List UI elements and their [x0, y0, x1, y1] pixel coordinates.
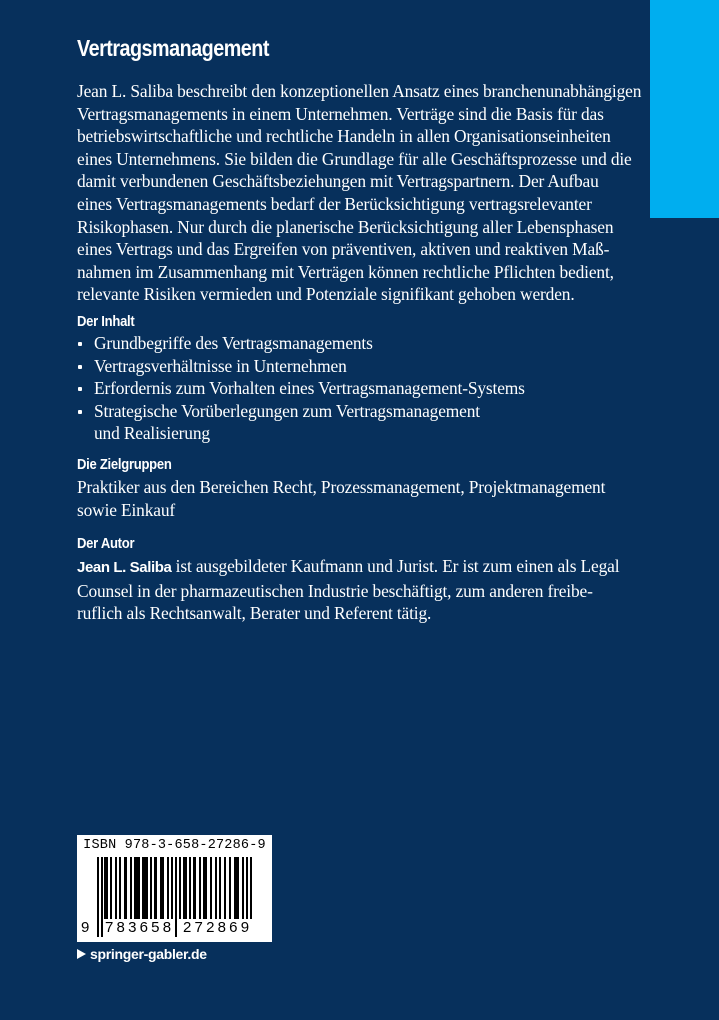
publisher-website-link[interactable] — [77, 946, 207, 962]
audience-line: Praktiker aus den Bereichen Recht, Prozessmanagement, Projektmanagement — [77, 477, 606, 497]
accent-color-block — [650, 0, 719, 218]
list-item — [77, 355, 637, 378]
intro-line: Jean L. Saliba beschreibt den konzeptionellen Ansatz eines branchenunabhängigen — [77, 81, 642, 101]
intro-line: eines Unternehmens. Sie bilden die Grundlage für alle Geschäftsprozesse und die — [77, 148, 632, 169]
audience-text — [77, 476, 605, 521]
intro-line: Risikophasen. Nur durch die planerische Berücksichtigung aller Lebensphasen — [77, 216, 614, 237]
barcode-digits-right: 272869 — [183, 919, 253, 936]
audience-heading: Die Zielgruppen — [77, 457, 172, 473]
intro-line: relevante Risiken vermieden und Potenziale signifikant gehoben werden. — [77, 284, 575, 305]
intro-line: eines Vertrags und das Ergreifen von präventiven, aktiven und reaktiven Maß- — [77, 239, 610, 260]
author-line: ruflich als Rechtsanwalt, Berater und Referent tätig. — [77, 603, 432, 624]
intro-paragraph — [77, 80, 642, 306]
publisher-url: springer-gabler.de — [90, 946, 207, 962]
bullet-icon — [78, 342, 82, 346]
list-item — [77, 332, 637, 355]
play-arrow-icon — [77, 949, 86, 959]
author-line: Counsel in der pharmazeutischen Industrie beschäftigt, zum anderen freibe- — [77, 580, 593, 601]
author-bio — [77, 555, 619, 625]
contents-list — [77, 332, 637, 445]
intro-line: betriebswirtschaftliche und rechtliche Handeln in allen Organisationseinheiten — [77, 126, 611, 147]
bullet-icon — [78, 387, 82, 391]
author-line — [77, 555, 619, 580]
author-heading: Der Autor — [77, 536, 135, 552]
book-title: Vertragsmanagement — [77, 35, 269, 61]
intro-line: nahmen im Zusammenhang mit Verträgen können rechtliche Pflichten bedient, — [77, 261, 614, 282]
list-item — [77, 377, 637, 400]
bullet-icon — [78, 410, 82, 414]
list-item-text: Vertragsverhältnisse in Unternehmen — [94, 355, 347, 376]
barcode-digits-left: 783658 — [105, 919, 175, 936]
audience-line: sowie Einkauf — [77, 499, 176, 520]
barcode-digit-first: 9 — [81, 919, 90, 936]
intro-line: damit verbundenen Geschäftsbeziehungen mit Vertragspartnern. Der Aufbau — [77, 171, 599, 192]
isbn-barcode — [77, 835, 272, 942]
list-item — [77, 400, 637, 445]
list-item-text: Strategische Vorüberlegungen zum Vertragsmanagement — [94, 400, 480, 421]
isbn-label: ISBN 978-3-658-27286-9 — [83, 838, 266, 853]
list-item-text: Grundbegriffe des Vertragsmanagements — [94, 333, 373, 353]
bullet-icon — [78, 365, 82, 369]
list-item-text: und Realisierung — [94, 423, 210, 444]
intro-line: Vertragsmanagements in einem Unternehmen. Verträge sind die Basis für das — [77, 103, 604, 124]
intro-line: eines Vertragsmanagements bedarf der Berücksichtigung vertragsrelevanter — [77, 193, 592, 214]
list-item-text: Erfordernis zum Vorhalten eines Vertragsmanagement-Systems — [94, 378, 525, 399]
author-line-rest: ist ausgebildeter Kaufmann und Jurist. Er ist zum einen als Legal — [171, 556, 620, 576]
contents-heading: Der Inhalt — [77, 314, 135, 330]
author-name: Jean L. Saliba — [77, 559, 172, 576]
